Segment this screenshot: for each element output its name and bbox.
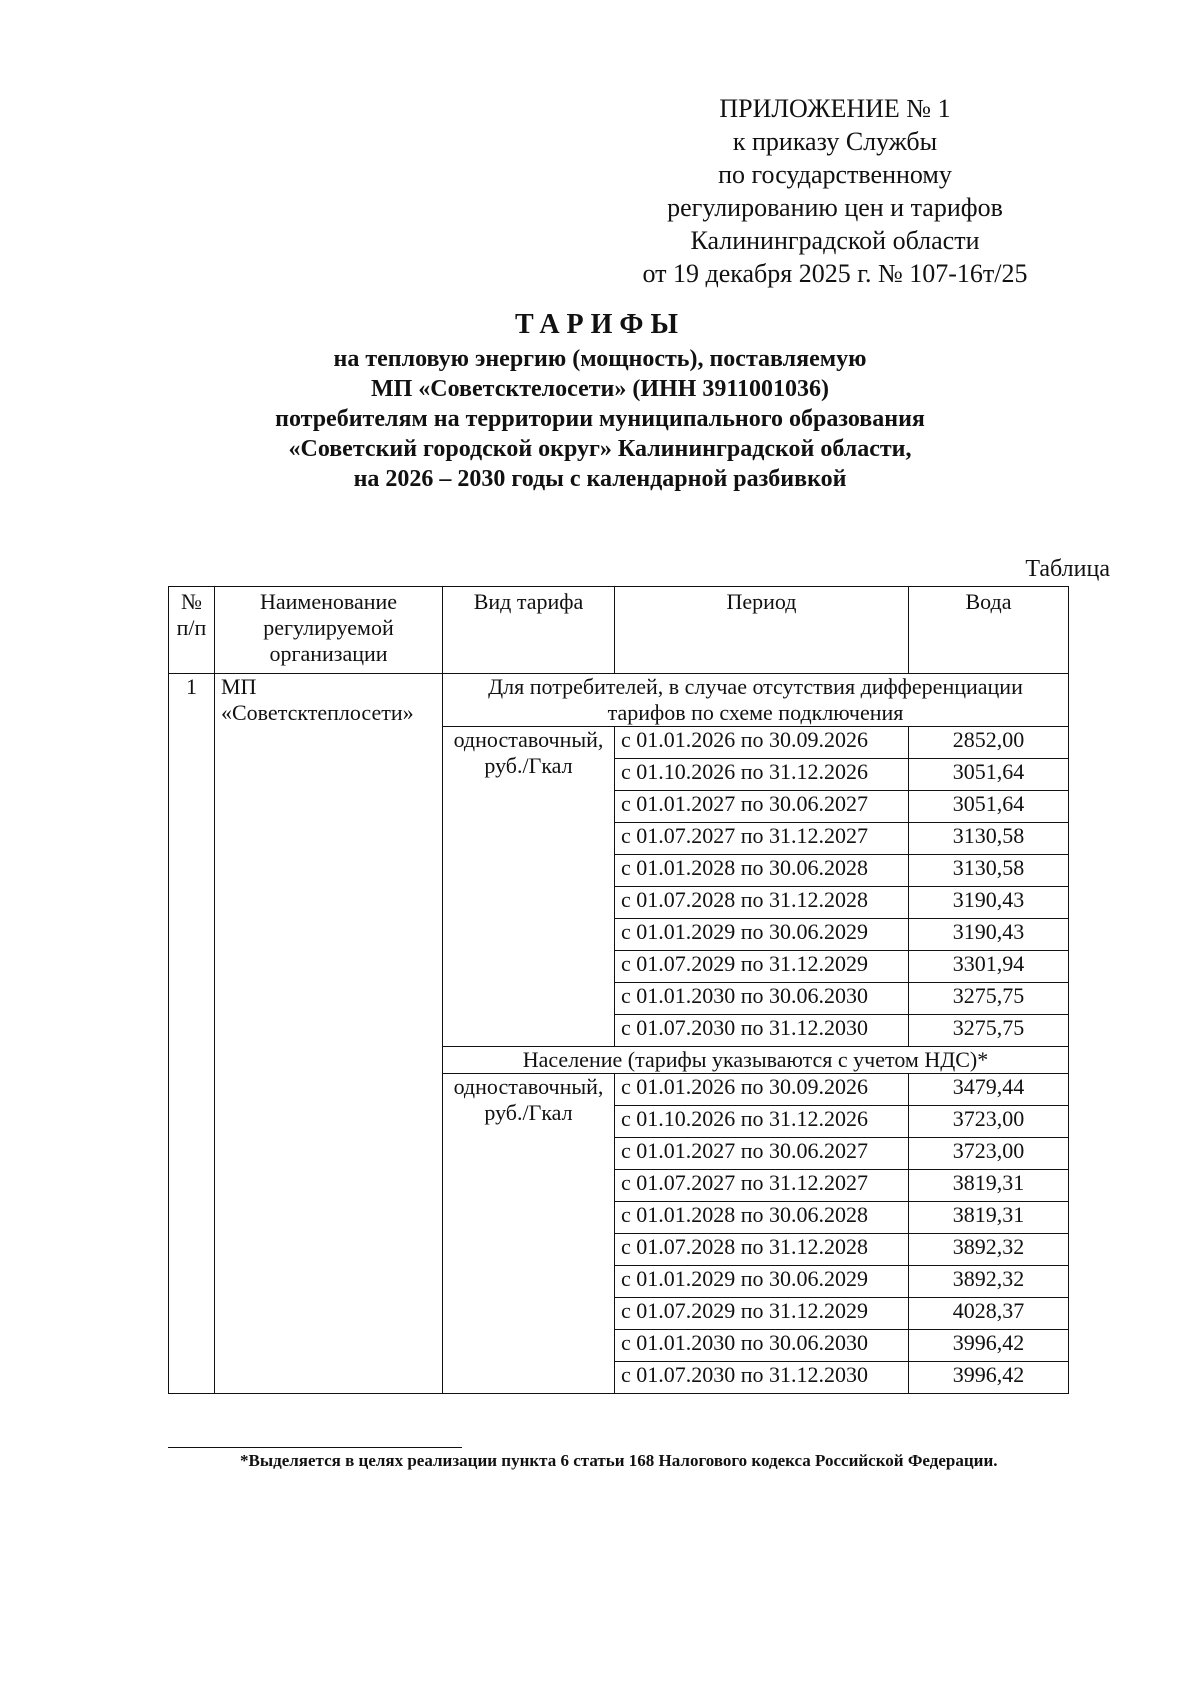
tariff-value-cell: 3996,42 (909, 1362, 1069, 1394)
group-title: Для потребителей, в случае отсутствия дифференциации тарифов по схеме подключения (443, 674, 1069, 727)
tariff-value-cell: 3301,94 (909, 951, 1069, 983)
header-tariff-type: Вид тарифа (443, 587, 615, 674)
period-cell: с 01.07.2029 по 31.12.2029 (615, 1298, 909, 1330)
period-cell: с 01.01.2026 по 30.09.2026 (615, 727, 909, 759)
group-title-row (169, 674, 1069, 727)
appendix-line: ПРИЛОЖЕНИЕ № 1 (719, 94, 951, 123)
tariff-value-cell: 2852,00 (909, 727, 1069, 759)
title-main: ТАРИФЫ (515, 309, 685, 340)
period-cell: с 01.01.2027 по 30.06.2027 (615, 791, 909, 823)
appendix-line: к приказу Службы (732, 127, 938, 156)
appendix-line: регулированию цен и тарифов (667, 193, 1003, 222)
period-cell: с 01.01.2029 по 30.06.2029 (615, 919, 909, 951)
period-cell: с 01.01.2030 по 30.06.2030 (615, 1330, 909, 1362)
title-line: «Советский городской округ» Калининградской области, (288, 436, 912, 462)
title-line: потребителям на территории муниципального образования (275, 406, 925, 432)
tariff-value-cell: 3130,58 (909, 855, 1069, 887)
period-cell: с 01.07.2030 по 31.12.2030 (615, 1015, 909, 1047)
tariff-value-cell: 3819,31 (909, 1202, 1069, 1234)
period-cell: с 01.01.2026 по 30.09.2026 (615, 1074, 909, 1106)
appendix-line: от 19 декабря 2025 г. № 107-16т/25 (642, 259, 1028, 288)
tariff-value-cell: 3892,32 (909, 1266, 1069, 1298)
row-number: 1 (169, 674, 215, 1394)
tariff-value-cell: 4028,37 (909, 1298, 1069, 1330)
title-line: на 2026 – 2030 годы с календарной разбивкой (353, 466, 847, 492)
tariff-value-cell: 3190,43 (909, 887, 1069, 919)
period-cell: с 01.07.2030 по 31.12.2030 (615, 1362, 909, 1394)
tariff-value-cell: 3819,31 (909, 1170, 1069, 1202)
period-cell: с 01.07.2028 по 31.12.2028 (615, 1234, 909, 1266)
group-title: Население (тарифы указываются с учетом НДС)* (443, 1047, 1069, 1074)
table-caption: Таблица (1025, 556, 1110, 582)
appendix-header (600, 92, 1070, 290)
period-cell: с 01.01.2030 по 30.06.2030 (615, 983, 909, 1015)
header-period: Период (615, 587, 909, 674)
appendix-line: по государственному (718, 160, 952, 189)
document-title (150, 306, 1050, 494)
footnote: *Выделяется в целях реализации пункта 6 статьи 168 Налогового кодекса Российской Федерации. (240, 1451, 998, 1470)
period-cell: с 01.07.2028 по 31.12.2028 (615, 887, 909, 919)
period-cell: с 01.01.2027 по 30.06.2027 (615, 1138, 909, 1170)
period-cell: с 01.07.2027 по 31.12.2027 (615, 823, 909, 855)
tariff-value-cell: 3051,64 (909, 759, 1069, 791)
tariff-value-cell: 3275,75 (909, 983, 1069, 1015)
period-cell: с 01.10.2026 по 31.12.2026 (615, 1106, 909, 1138)
header-num: № п/п (169, 587, 215, 674)
tariff-value-cell: 3051,64 (909, 791, 1069, 823)
period-cell: с 01.07.2029 по 31.12.2029 (615, 951, 909, 983)
appendix-line: Калининградской области (690, 226, 980, 255)
period-cell: с 01.07.2027 по 31.12.2027 (615, 1170, 909, 1202)
tariff-value-cell: 3892,32 (909, 1234, 1069, 1266)
tariff-value-cell: 3479,44 (909, 1074, 1069, 1106)
tariff-type: одноставочный, руб./Гкал (443, 1074, 615, 1394)
tariff-value-cell: 3996,42 (909, 1330, 1069, 1362)
period-cell: с 01.01.2028 по 30.06.2028 (615, 855, 909, 887)
period-cell: с 01.01.2028 по 30.06.2028 (615, 1202, 909, 1234)
table-body (169, 674, 1069, 1394)
period-cell: с 01.10.2026 по 31.12.2026 (615, 759, 909, 791)
title-line: на тепловую энергию (мощность), поставляемую (333, 346, 867, 372)
tariff-value-cell: 3723,00 (909, 1106, 1069, 1138)
tariff-table (168, 586, 1069, 1394)
header-organization: Наименование регулируемой организации (215, 587, 443, 674)
tariff-type: одноставочный, руб./Гкал (443, 727, 615, 1047)
title-line: МП «Советсктелосети» (ИНН 3911001036) (370, 376, 829, 402)
period-cell: с 01.01.2029 по 30.06.2029 (615, 1266, 909, 1298)
table-header-row (169, 587, 1069, 674)
tariff-value-cell: 3275,75 (909, 1015, 1069, 1047)
footnote-divider (168, 1447, 462, 1448)
tariff-value-cell: 3130,58 (909, 823, 1069, 855)
tariff-value-cell: 3723,00 (909, 1138, 1069, 1170)
organization-name: МП «Советсктеплосети» (215, 674, 443, 1394)
header-water: Вода (909, 587, 1069, 674)
tariff-value-cell: 3190,43 (909, 919, 1069, 951)
